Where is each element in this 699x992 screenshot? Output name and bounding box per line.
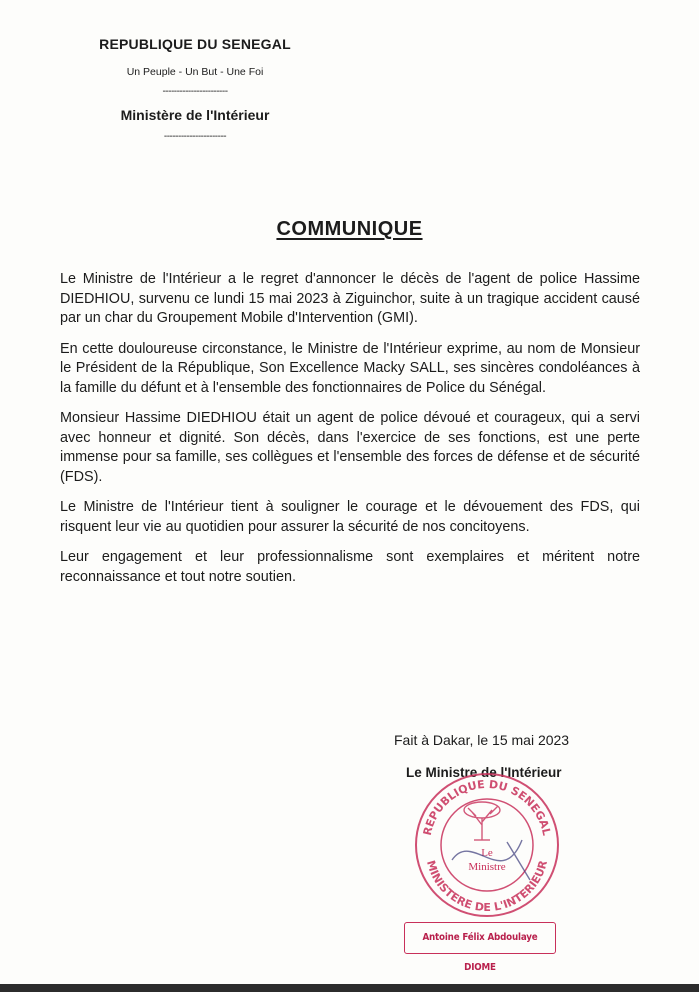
stamp-top-text: REPUBLIQUE DU SENEGAL	[420, 777, 554, 837]
republic-heading: REPUBLIQUE DU SENEGAL	[99, 36, 291, 52]
official-stamp	[412, 770, 562, 920]
paragraph-2: En cette douloureuse circonstance, le Ministre de l'Intérieur exprime, au nom de Monsieur le Président de la République, Son Excellence Macky SALL, ses sincères condoléances à la famille du défunt et à l'ensemble des fonctionnaires de Police du Sénégal.	[60, 340, 640, 396]
svg-text:REPUBLIQUE DU SENEGAL	[421, 778, 553, 837]
stamp-bottom-text: MINISTERE DE L'INTERIEUR	[423, 858, 550, 915]
stamp-center-line1: Le	[481, 847, 493, 859]
signer-name: Antoine Félix Abdoulaye DIOME	[422, 932, 538, 973]
baobab-tree-icon	[464, 802, 500, 840]
handwritten-signature	[452, 840, 530, 880]
paragraph-1: Le Ministre de l'Intérieur a le regret d'annoncer le décès de l'agent de police Hassime DIEDHIOU, survenu ce lundi 15 mai 2023 à Ziguinchor, suite à un tragique accident causé par un char du Groupement Mobile d'Intervention (GMI).	[60, 271, 640, 326]
document-title: COMMUNIQUE	[276, 218, 423, 240]
paragraph-5: Leur engagement et leur professionnalisme sont exemplaires et méritent notre reconnaissance et tout notre soutien.	[60, 549, 640, 585]
paragraph-4: Le Ministre de l'Intérieur tient à souligner le courage et le dévouement des FDS, qui risquent leur vie au quotidien pour assurer la sécurité de nos concitoyens.	[60, 499, 640, 535]
paragraph-3: Monsieur Hassime DIEDHIOU était un agent de police dévoué et courageux, qui a servi avec honneur et dignité. Son décès, dans l'exercice de ses fonctions, est une perte immense pour sa famille, ses collègues et l'ensemble des forces de défense et de sécurité (FDS).	[60, 410, 640, 485]
separator-line-2: ----------------------	[163, 131, 227, 142]
national-motto: Un Peuple - Un But - Une Foi	[126, 66, 264, 78]
stamp-center-line2: Ministre	[468, 861, 506, 873]
separator-line: -----------------------	[162, 86, 228, 97]
ministry-heading: Ministère de l'Intérieur	[120, 107, 270, 123]
letterhead	[60, 36, 330, 142]
place-date: Fait à Dakar, le 15 mai 2023	[394, 732, 570, 748]
communique-body	[60, 270, 640, 598]
signer-name-box	[404, 922, 556, 973]
bottom-bar	[0, 984, 699, 992]
signer-title: Le Ministre de l'Intérieur	[406, 765, 562, 780]
